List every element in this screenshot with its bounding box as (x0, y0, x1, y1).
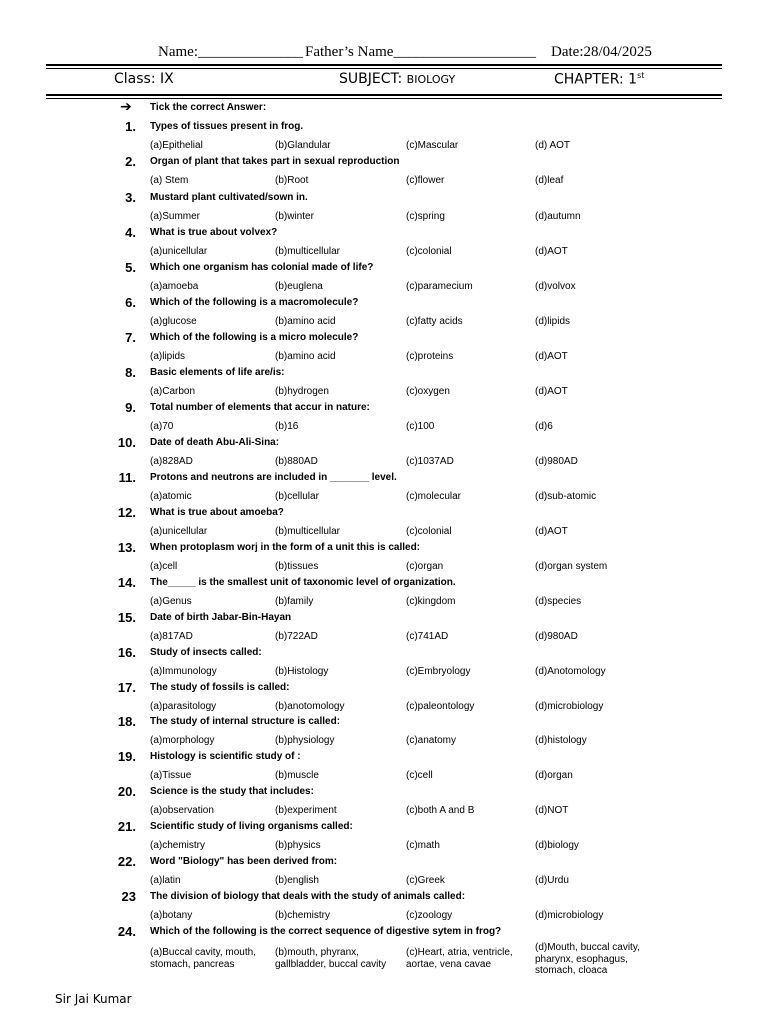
answer-option[interactable]: (c)colonial (406, 246, 452, 257)
answer-option[interactable]: (c)anatomy (406, 735, 457, 746)
question-number: 12. (117, 505, 136, 520)
answer-option[interactable]: (c)colonial (406, 526, 452, 537)
question-item (0, 332, 768, 367)
answer-option[interactable]: (a)lipids (150, 351, 186, 362)
answer-option[interactable]: (a)botany (150, 910, 193, 921)
question-number: 11. (118, 470, 136, 485)
question-number: 1. (125, 119, 136, 134)
answer-option[interactable]: (a)Tissue (150, 770, 192, 781)
question-item (0, 121, 768, 156)
answer-option[interactable]: (a)latin (150, 875, 181, 886)
question-text: Date of birth Jabar-Bin-Hayan (150, 612, 292, 623)
question-text: Total number of elements that accur in nature: (150, 402, 370, 413)
answer-option[interactable]: (a)Epithelial (150, 140, 203, 151)
question-number: 6. (125, 295, 136, 310)
answer-option[interactable]: (b)physics (275, 840, 321, 851)
answer-option[interactable]: (c)Heart, atria, ventricle, aortae, vena cavae (406, 947, 513, 970)
answer-option[interactable]: (c)Mascular (406, 140, 459, 151)
question-text: The study of fossils is called: (150, 682, 290, 693)
answer-option[interactable]: (a)Carbon (150, 386, 196, 397)
exam-info-row (0, 70, 768, 94)
answer-option[interactable]: (b)cellular (275, 491, 319, 502)
arrow-right-icon: ➔ (120, 99, 132, 115)
answer-option[interactable]: (c)proteins (406, 351, 454, 362)
student-info-row (0, 42, 768, 64)
question-text: What is true about volvex? (150, 227, 278, 238)
answer-option[interactable]: (a)Buccal cavity, mouth, stomach, pancreas (150, 947, 256, 970)
answer-option[interactable]: (d)980AD (535, 456, 578, 467)
answer-option[interactable]: (d)organ (535, 770, 573, 781)
answer-option[interactable]: (c)Greek (406, 875, 445, 886)
question-text: Scientific study of living organisms called: (150, 821, 353, 832)
chapter-prefix: CHAPTER: 1 (554, 71, 638, 88)
answer-option[interactable]: (d)Mouth, buccal cavity, pharynx, esophagus, stomach, cloaca (535, 942, 640, 976)
question-text: Protons and neutrons are included in _______ level. (150, 472, 397, 483)
answer-option[interactable]: (d)Urdu (535, 875, 569, 886)
answer-option[interactable]: (b)anotomology (275, 701, 345, 712)
answer-option[interactable]: (b)722AD (275, 631, 318, 642)
question-item (0, 156, 768, 191)
answer-option[interactable]: (d)sub-atomic (535, 491, 597, 502)
question-number: 15. (117, 610, 136, 625)
subject-value: BIOLOGY (406, 73, 456, 86)
question-item (0, 926, 768, 986)
question-item (0, 542, 768, 577)
answer-option[interactable]: (a)unicellular (150, 526, 208, 537)
question-item (0, 297, 768, 332)
answer-option[interactable]: (a)Genus (150, 596, 192, 607)
header-rule-thin (46, 68, 722, 69)
question-text: Science is the study that includes: (150, 786, 314, 797)
question-number: 21. (117, 819, 136, 834)
question-item (0, 262, 768, 297)
question-item (0, 227, 768, 262)
question-item (0, 192, 768, 227)
class-label: Class: IX (114, 71, 174, 87)
question-text: The_____ is the smallest unit of taxonomic level of organization. (150, 577, 456, 588)
answer-option[interactable]: (b)family (275, 596, 314, 607)
subject-label (339, 71, 455, 87)
question-number: 14. (117, 575, 136, 590)
answer-option[interactable]: (c)math (406, 840, 440, 851)
answer-option[interactable]: (a) Stem (150, 175, 189, 186)
question-number: 3. (125, 190, 136, 205)
question-text: The division of biology that deals with the study of animals called: (150, 891, 466, 902)
question-number: 19. (117, 749, 136, 764)
answer-option[interactable]: (c)organ (406, 561, 444, 572)
answer-option[interactable]: (c)molecular (406, 491, 462, 502)
question-number: 9. (125, 400, 136, 415)
question-item (0, 856, 768, 891)
answer-option[interactable]: (c)Embryology (406, 666, 471, 677)
question-number: 22. (117, 854, 136, 869)
question-text: Word "Biology" has been derived from: (150, 856, 338, 867)
question-number: 17. (117, 680, 136, 695)
answer-option[interactable]: (b)amino acid (275, 351, 336, 362)
answer-option[interactable]: (a)chemistry (150, 840, 206, 851)
question-number: 7. (125, 330, 136, 345)
question-number: 18. (117, 714, 136, 729)
question-text: Basic elements of life are/is: (150, 367, 285, 378)
answer-option[interactable]: (c)kingdom (406, 596, 456, 607)
question-text: Which one organism has colonial made of life? (150, 262, 374, 273)
question-number: 20. (117, 784, 136, 799)
date-label: Date:28/04/2025 (551, 44, 652, 60)
answer-option[interactable]: (a)parasitology (150, 701, 217, 712)
teacher-name: Sir Jai Kumar (55, 992, 132, 1006)
answer-option[interactable]: (d)leaf (535, 175, 564, 186)
answer-option[interactable]: (a)morphology (150, 735, 215, 746)
answer-option[interactable]: (d)volvox (535, 281, 576, 292)
question-item (0, 786, 768, 821)
question-item (0, 437, 768, 472)
answer-option[interactable]: (b)Root (275, 175, 309, 186)
question-number: 10. (117, 435, 136, 450)
instruction-text: Tick the correct Answer: (150, 102, 267, 113)
answer-option[interactable]: (c)paramecium (406, 281, 473, 292)
question-text: The study of internal structure is called: (150, 716, 341, 727)
answer-option[interactable]: (b)multicellular (275, 246, 341, 257)
subheader-rule-thin (46, 98, 722, 99)
answer-option[interactable]: (c)fatty acids (406, 316, 463, 327)
header-rule-thick (46, 64, 722, 66)
answer-option[interactable]: (d)Anotomology (535, 666, 606, 677)
chapter-label (554, 71, 644, 88)
answer-option[interactable]: (c)flower (406, 175, 445, 186)
answer-option[interactable]: (a)Immunology (150, 666, 217, 677)
question-text: Types of tissues present in frog. (150, 121, 304, 132)
question-text: Mustard plant cultivated/sown in. (150, 192, 308, 203)
answer-option[interactable]: (b)multicellular (275, 526, 341, 537)
answer-option[interactable]: (c)zoology (406, 910, 453, 921)
question-item (0, 891, 768, 926)
question-item (0, 751, 768, 786)
answer-option[interactable]: (b)chemistry (275, 910, 331, 921)
answer-option[interactable]: (d)autumn (535, 211, 581, 222)
question-item (0, 402, 768, 437)
answer-option[interactable]: (b)muscle (275, 770, 319, 781)
answer-option[interactable]: (b)experiment (275, 805, 337, 816)
question-text: What is true about amoeba? (150, 507, 284, 518)
question-text: Which of the following is a micro molecule? (150, 332, 359, 343)
question-number: 16. (117, 645, 136, 660)
answer-option[interactable]: (a)817AD (150, 631, 193, 642)
question-item (0, 647, 768, 682)
answer-option[interactable]: (b)16 (275, 421, 299, 432)
answer-option[interactable]: (a)observation (150, 805, 214, 816)
question-item (0, 367, 768, 402)
question-item (0, 577, 768, 612)
answer-option[interactable]: (a)glucose (150, 316, 197, 327)
question-item (0, 821, 768, 856)
question-number: 5. (125, 260, 136, 275)
answer-option[interactable]: (d)microbiology (535, 910, 604, 921)
answer-option[interactable]: (d)biology (535, 840, 579, 851)
answer-option[interactable]: (b)winter (275, 211, 314, 222)
question-number: 23 (121, 889, 136, 904)
answer-option[interactable]: (a)atomic (150, 491, 192, 502)
question-item (0, 716, 768, 751)
answer-option[interactable]: (d)AOT (535, 246, 568, 257)
answer-option[interactable]: (a)828AD (150, 456, 193, 467)
answer-option[interactable]: (d)lipids (535, 316, 571, 327)
answer-option[interactable]: (d)6 (535, 421, 553, 432)
father-name-field-label: Father’s Name___________________ (305, 44, 536, 60)
answer-option[interactable]: (b)english (275, 875, 319, 886)
answer-option[interactable]: (d)microbiology (535, 701, 604, 712)
answer-option[interactable]: (b)tissues (275, 561, 319, 572)
answer-option[interactable]: (c)oxygen (406, 386, 450, 397)
answer-option[interactable]: (b)euglena (275, 281, 323, 292)
subject-prefix: SUBJECT: (339, 71, 407, 87)
answer-option[interactable]: (d)species (535, 596, 582, 607)
subheader-rule-thick (46, 94, 722, 96)
answer-option[interactable]: (c)741AD (406, 631, 449, 642)
answer-option[interactable]: (d)980AD (535, 631, 578, 642)
question-text: When protoplasm worj in the form of a unit this is called: (150, 542, 421, 553)
answer-option[interactable]: (b)hydrogen (275, 386, 329, 397)
answer-option[interactable]: (a)70 (150, 421, 174, 432)
question-item (0, 612, 768, 647)
answer-option[interactable]: (d)organ system (535, 561, 608, 572)
answer-option[interactable]: (d)AOT (535, 386, 568, 397)
answer-option[interactable]: (c)paleontology (406, 701, 475, 712)
answer-option[interactable]: (b)mouth, phyranx, gallbladder, buccal cavity (275, 947, 387, 970)
question-number: 4. (125, 225, 136, 240)
answer-option[interactable]: (c)cell (406, 770, 433, 781)
question-number: 24. (117, 924, 136, 939)
answer-option[interactable]: (a)amoeba (150, 281, 199, 292)
question-number: 8. (125, 365, 136, 380)
chapter-superscript: st (637, 71, 645, 80)
answer-option[interactable]: (a)Summer (150, 211, 201, 222)
question-number: 2. (125, 154, 136, 169)
question-text: Date of death Abu-Ali-Sina: (150, 437, 280, 448)
answer-option[interactable]: (d)NOT (535, 805, 569, 816)
answer-option[interactable]: (a)cell (150, 561, 178, 572)
answer-option[interactable]: (d)AOT (535, 351, 568, 362)
name-field-label: Name:______________ (158, 44, 303, 60)
question-text: Organ of plant that takes part in sexual reproduction (150, 156, 400, 167)
question-text: Study of insects called: (150, 647, 262, 658)
answer-option[interactable]: (d)AOT (535, 526, 568, 537)
answer-option[interactable]: (b)physiology (275, 735, 335, 746)
answer-option[interactable]: (c)spring (406, 211, 445, 222)
question-text: Which of the following is a macromolecule? (150, 297, 359, 308)
answer-option[interactable]: (b)Glandular (275, 140, 331, 151)
question-item (0, 472, 768, 507)
answer-option[interactable]: (b)Histology (275, 666, 329, 677)
answer-option[interactable]: (b)amino acid (275, 316, 336, 327)
question-item (0, 682, 768, 717)
question-item (0, 507, 768, 542)
instruction-row (0, 101, 768, 115)
answer-option[interactable]: (c)100 (406, 421, 435, 432)
question-number: 13. (117, 540, 136, 555)
question-text: Histology is scientific study of : (150, 751, 301, 762)
answer-option[interactable]: (d) AOT (535, 140, 571, 151)
answer-option[interactable]: (a)unicellular (150, 246, 208, 257)
answer-option[interactable]: (d)histology (535, 735, 587, 746)
question-text: Which of the following is the correct sequence of digestive sytem in frog? (150, 926, 502, 937)
answer-option[interactable]: (b)880AD (275, 456, 318, 467)
answer-option[interactable]: (c)1037AD (406, 456, 454, 467)
answer-option[interactable]: (c)both A and B (406, 805, 475, 816)
